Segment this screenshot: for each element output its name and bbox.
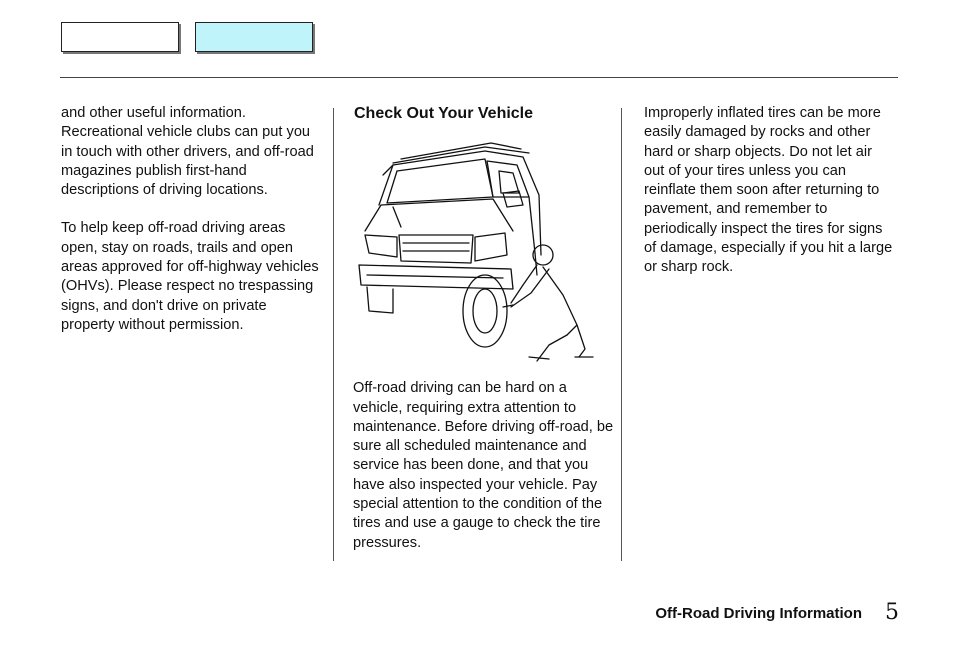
column-divider-2 bbox=[621, 108, 622, 561]
column-divider-1 bbox=[333, 108, 334, 561]
left-paragraph-2: To help keep off-road driving areas open, stay on roads, trails and open areas approved for off-highway vehicles (OHVs). Please respect no trespassing signs, and don't drive on private property without permission. bbox=[61, 220, 319, 333]
header-rule bbox=[60, 77, 898, 78]
footer-section-title: Off-Road Driving Information bbox=[655, 605, 862, 622]
left-column bbox=[61, 104, 323, 335]
right-paragraph-1: Improperly inflated tires can be more easily damaged by rocks and other hard or sharp objects. Do not let air out of your tires unless you can reinflate them soon after returning to pavement, and remember to periodically inspect the tires for signs of damage, especially if you hit a large or sharp rock. bbox=[644, 105, 893, 276]
section-heading: Check Out Your Vehicle bbox=[354, 105, 534, 122]
left-paragraph-1: and other useful information. Recreational vehicle clubs can put you in touch with other drivers, and off-road magazines publish first-hand descriptions of driving locations. bbox=[61, 105, 314, 199]
nav-tab-current[interactable] bbox=[195, 22, 313, 52]
right-column bbox=[644, 104, 894, 278]
vehicle-inspection-illustration bbox=[353, 135, 601, 365]
middle-paragraph-1: Off-road driving can be hard on a vehicle, requiring extra attention to maintenance. Before driving off-road, be sure all scheduled maintenance and service has been done, and that you have also inspected your vehicle. Pay special attention to the condition of the tires and use a gauge to check the tire pressures. bbox=[353, 380, 614, 551]
middle-column bbox=[353, 104, 615, 553]
page-number: 5 bbox=[885, 600, 899, 625]
nav-tab-previous[interactable] bbox=[61, 22, 179, 52]
